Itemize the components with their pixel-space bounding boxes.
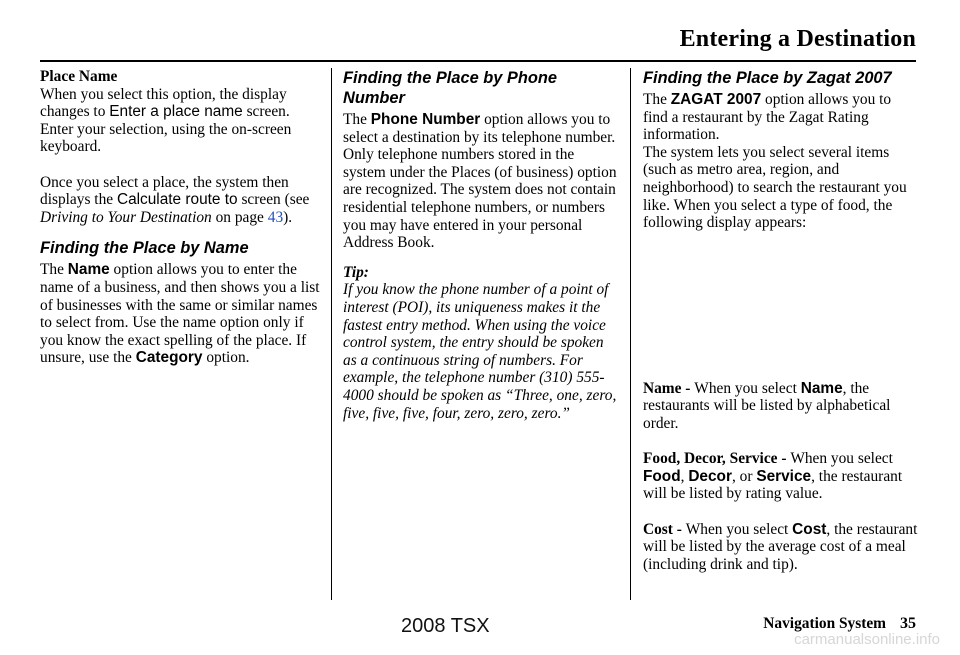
column-divider: [331, 68, 332, 600]
text: When you select: [790, 450, 893, 468]
column-3: [643, 68, 918, 573]
text: The: [643, 91, 671, 108]
page-title: Entering a Destination: [679, 26, 916, 52]
text: option allows you to find a restaurant by the Zagat Rating information.: [643, 91, 892, 144]
text: option allows you to select a destination by its telephone number. Only telephone numbers stored in the system under the Places (of business) option are recognized. The system does not contain residential telephone numbers, or numbers you may have entered in your personal Address Book.: [343, 111, 617, 252]
page-number: 35: [900, 615, 916, 632]
zagat-name-item: [643, 380, 918, 433]
tip-text: If you know the phone number of a point of interest (POI), its uniqueness makes it the fastest entry method. When using the voice control system, the entry should be spoken as a continuous string of numbers. For example, the telephone number (310) 555-4000 should be spoken as “Three, one, zero, five, five, five, four, zero, zero, zero.”: [343, 281, 617, 422]
text: ).: [283, 208, 293, 226]
place-name-heading: Place Name: [40, 68, 118, 85]
text: , the restaurant will be listed by rating value.: [643, 467, 903, 503]
ui-option-phone-number: Phone Number: [370, 111, 481, 128]
display-image-placeholder: [643, 232, 918, 380]
header-divider: [40, 60, 916, 62]
text: , or: [731, 467, 757, 485]
text: Once you select a place, the system then displays the: [40, 173, 289, 209]
place-name-paragraph-1: [40, 86, 320, 156]
page-link[interactable]: 43: [267, 208, 284, 226]
by-phone-heading: Finding the Place by Phone Number: [343, 69, 558, 107]
text: screen (see: [237, 191, 310, 209]
ui-option-category: Category: [135, 349, 203, 367]
zagat-cost-item: [643, 521, 918, 574]
text: When you select: [694, 379, 801, 397]
text: When you select this option, the display changes to: [40, 85, 287, 121]
zagat-paragraph-2: The system lets you select several items (such as metro area, region, and neighborhood) to search the restaurant you like. When you select a type of food, the following display appears:: [643, 143, 907, 232]
text: ,: [680, 467, 689, 485]
ui-option-zagat: ZAGAT 2007: [670, 91, 762, 108]
by-name-heading: Finding the Place by Name: [40, 239, 249, 258]
item-label: Food, Decor, Service -: [643, 450, 791, 468]
text: The: [343, 111, 371, 128]
text: option allows you to enter the name of a business, and then shows you a list of businesses with the same or similar names to select from. Use the name option only if you know the exact spelling of the place. If unsure, use the: [40, 261, 320, 367]
text: The: [40, 261, 68, 279]
ui-option-service: Service: [756, 467, 812, 485]
watermark: carmanualsonline.info: [794, 631, 940, 648]
column-2: [343, 68, 618, 422]
text: When you select: [685, 520, 793, 538]
text: on page: [211, 208, 268, 226]
section-name: Navigation System: [763, 615, 886, 632]
column-1: [40, 68, 320, 367]
place-name-paragraph-2: [40, 174, 320, 227]
ui-screen-name: Calculate route to: [116, 191, 238, 209]
cross-reference: Driving to Your Destination: [40, 208, 212, 226]
ui-option-name: Name: [800, 379, 843, 397]
ui-option-decor: Decor: [688, 467, 732, 485]
by-phone-paragraph: [343, 111, 618, 252]
by-name-paragraph: [40, 261, 320, 367]
item-label: Name -: [643, 379, 695, 397]
column-divider: [630, 68, 631, 600]
zagat-food-item: [643, 450, 918, 503]
text: , the restaurant will be listed by the average cost of a meal (including drink and tip).: [643, 520, 918, 573]
text: , the restaurants will be listed by alphabetical order.: [643, 379, 891, 432]
by-zagat-heading: Finding the Place by Zagat 2007: [643, 69, 892, 87]
ui-option-cost: Cost: [792, 520, 827, 538]
model-label: 2008 TSX: [401, 615, 490, 637]
text: option.: [202, 349, 250, 367]
text: screen. Enter your selection, using the on-screen keyboard.: [40, 103, 292, 156]
ui-screen-name: Enter a place name: [109, 103, 243, 121]
zagat-paragraph-1: [643, 91, 918, 144]
ui-option-food: Food: [643, 467, 681, 485]
ui-option-name: Name: [67, 261, 110, 279]
item-label: Cost -: [643, 520, 686, 538]
tip-label: Tip:: [343, 263, 369, 281]
